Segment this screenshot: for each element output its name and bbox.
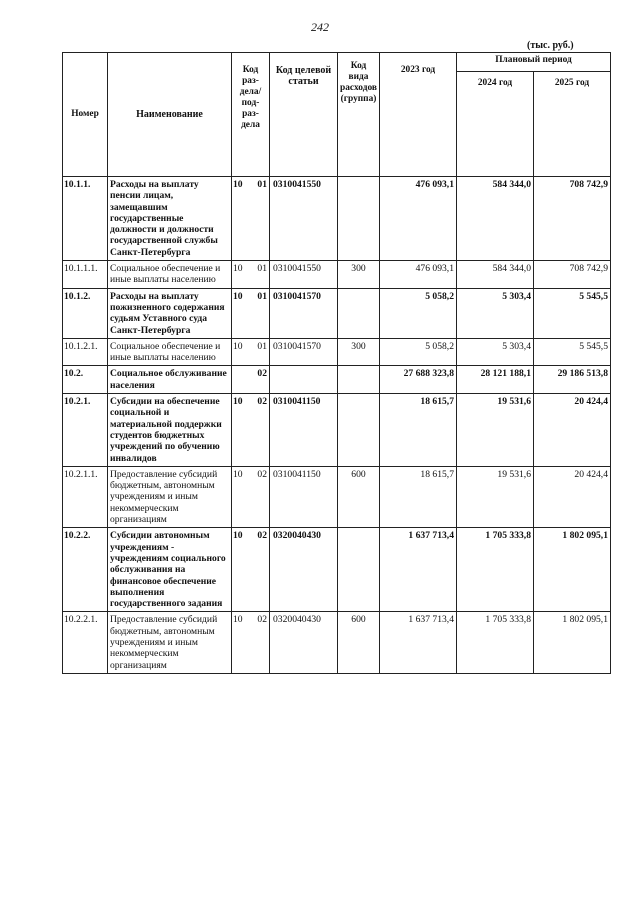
row-value-2024: 19 531,6	[457, 466, 534, 527]
table-row	[63, 466, 611, 527]
row-vid-code: 300	[338, 338, 380, 366]
row-number: 10.1.2.	[63, 288, 108, 338]
row-value-2025: 1 802 095,1	[534, 528, 611, 612]
row-target-code	[270, 366, 338, 394]
row-value-2024: 5 303,4	[457, 288, 534, 338]
table-row	[63, 338, 611, 366]
row-value-2023: 5 058,2	[380, 338, 457, 366]
row-razdel	[232, 288, 270, 338]
row-vid-code: 600	[338, 612, 380, 673]
row-value-2023: 476 093,1	[380, 177, 457, 261]
table-row	[63, 612, 611, 673]
row-razdel	[232, 612, 270, 673]
row-value-2024: 1 705 333,8	[457, 528, 534, 612]
row-value-2025: 5 545,5	[534, 288, 611, 338]
row-podrazdel-code: 02	[257, 530, 267, 542]
row-razdel	[232, 261, 270, 289]
row-name: Субсидии автономным учреждениям - учреждениям социального обслуживания на финансовое обеспечение выполнения государственного задания	[108, 528, 232, 612]
row-value-2024: 584 344,0	[457, 261, 534, 289]
row-razdel	[232, 338, 270, 366]
row-podrazdel-code: 02	[257, 396, 267, 408]
row-razdel-code: 10	[233, 340, 243, 352]
row-razdel-code: 10	[233, 530, 243, 542]
header-number: Номер	[63, 53, 108, 177]
row-razdel-code: 10	[233, 179, 243, 190]
row-number: 10.1.1.	[63, 177, 108, 261]
row-razdel-code: 10	[233, 396, 243, 408]
row-razdel-code: 10	[233, 614, 243, 626]
row-name: Социальное обеспечение и иные выплаты населению	[108, 338, 232, 366]
row-value-2024: 1 705 333,8	[457, 612, 534, 673]
row-value-2024: 19 531,6	[457, 394, 534, 467]
row-value-2024: 28 121 188,1	[457, 366, 534, 394]
row-value-2025: 708 742,9	[534, 177, 611, 261]
row-value-2023: 18 615,7	[380, 466, 457, 527]
page-number: 242	[311, 20, 329, 34]
row-name: Предоставление субсидий бюджетным, автономным учреждениям и иным некоммерческим организациям	[108, 466, 232, 527]
header-name: Наименование	[108, 53, 232, 177]
row-name: Социальное обслуживание населения	[108, 366, 232, 394]
row-target-code: 0310041150	[270, 466, 338, 527]
header-2025: 2025 год	[534, 72, 611, 177]
table-row	[63, 528, 611, 612]
row-target-code: 0310041570	[270, 288, 338, 338]
row-podrazdel-code: 02	[257, 468, 267, 480]
row-number: 10.1.2.1.	[63, 338, 108, 366]
row-name: Расходы на выплату пожизненного содержания судьям Уставного суда Санкт-Петербурга	[108, 288, 232, 338]
header-target: Код целевой статьи	[270, 53, 338, 177]
row-value-2024: 5 303,4	[457, 338, 534, 366]
row-vid-code: 300	[338, 261, 380, 289]
row-target-code: 0320040430	[270, 528, 338, 612]
row-number: 10.2.2.	[63, 528, 108, 612]
row-target-code: 0310041570	[270, 338, 338, 366]
table-row	[63, 366, 611, 394]
row-vid-code	[338, 394, 380, 467]
row-value-2024: 584 344,0	[457, 177, 534, 261]
row-vid-code: 600	[338, 466, 380, 527]
row-podrazdel-code: 01	[257, 263, 267, 275]
row-razdel	[232, 366, 270, 394]
row-number: 10.2.1.	[63, 394, 108, 467]
row-value-2023: 5 058,2	[380, 288, 457, 338]
table-row	[63, 288, 611, 338]
row-value-2025: 5 545,5	[534, 338, 611, 366]
row-razdel-code: 10	[233, 290, 243, 302]
units-label: (тыс. руб.)	[527, 40, 574, 51]
row-podrazdel-code: 01	[257, 179, 267, 190]
table-row	[63, 261, 611, 289]
row-value-2023: 476 093,1	[380, 261, 457, 289]
row-number: 10.2.	[63, 366, 108, 394]
row-razdel	[232, 177, 270, 261]
row-number: 10.1.1.1.	[63, 261, 108, 289]
row-razdel	[232, 394, 270, 467]
header-vid: Код вида расходов (группа)	[338, 53, 380, 177]
row-vid-code	[338, 528, 380, 612]
row-value-2025: 20 424,4	[534, 466, 611, 527]
row-razdel	[232, 466, 270, 527]
row-podrazdel-code: 01	[257, 290, 267, 302]
table-row	[63, 394, 611, 467]
row-number: 10.2.1.1.	[63, 466, 108, 527]
row-target-code: 0310041550	[270, 261, 338, 289]
row-target-code: 0310041550	[270, 177, 338, 261]
row-name: Предоставление субсидий бюджетным, автономным учреждениям и иным некоммерческим организациям	[108, 612, 232, 673]
row-podrazdel-code: 02	[257, 368, 267, 380]
header-razdel: Код раз-дела/ под-раз-дела	[232, 53, 270, 177]
row-value-2025: 1 802 095,1	[534, 612, 611, 673]
row-number: 10.2.2.1.	[63, 612, 108, 673]
row-vid-code	[338, 366, 380, 394]
row-value-2025: 708 742,9	[534, 261, 611, 289]
row-podrazdel-code: 02	[257, 614, 267, 626]
row-razdel-code: 10	[233, 263, 243, 275]
row-name: Субсидии на обеспечение социальной и материальной поддержки студентов бюджетных учреждений по обучению инвалидов	[108, 394, 232, 467]
header-2024: 2024 год	[457, 72, 534, 177]
row-value-2025: 29 186 513,8	[534, 366, 611, 394]
row-vid-code	[338, 288, 380, 338]
header-2023: 2023 год	[380, 53, 457, 177]
row-value-2023: 1 637 713,4	[380, 528, 457, 612]
row-name: Расходы на выплату пенсии лицам, замещавшим государственные должности и должности государственной службы Санкт-Петербурга	[108, 177, 232, 261]
row-razdel	[232, 528, 270, 612]
row-razdel-code: 10	[233, 468, 243, 480]
row-podrazdel-code: 01	[257, 340, 267, 352]
row-target-code: 0310041150	[270, 394, 338, 467]
table-row	[63, 177, 611, 261]
header-planned: Плановый период	[457, 53, 611, 72]
row-value-2023: 18 615,7	[380, 394, 457, 467]
row-name: Социальное обеспечение и иные выплаты населению	[108, 261, 232, 289]
budget-table	[62, 52, 611, 674]
row-vid-code	[338, 177, 380, 261]
row-value-2023: 27 688 323,8	[380, 366, 457, 394]
row-value-2023: 1 637 713,4	[380, 612, 457, 673]
row-target-code: 0320040430	[270, 612, 338, 673]
row-value-2025: 20 424,4	[534, 394, 611, 467]
